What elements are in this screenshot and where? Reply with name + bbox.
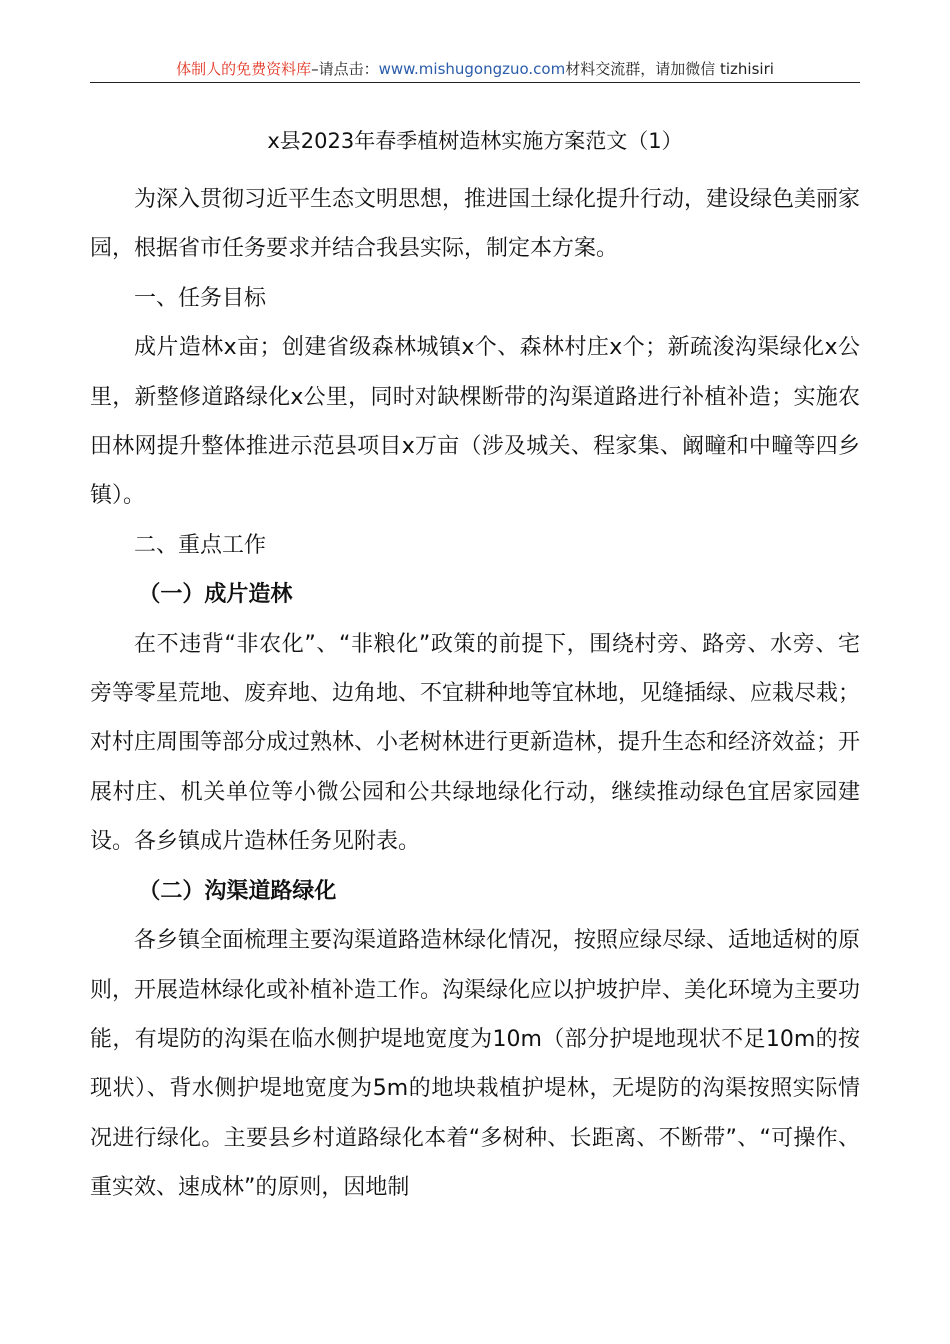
document-body — [90, 175, 860, 1213]
header-link[interactable]: www.mishugongzuo.com — [378, 60, 566, 78]
section-heading-key-work: 二、重点工作 — [134, 532, 267, 558]
intro-paragraph: 为深入贯彻习近平生态文明思想，推进国土绿化提升行动，建设绿色美丽家园，根据省市任务要求并结合我县实际，制定本方案。 — [90, 187, 861, 262]
document-title: x县2023年春季植树造林实施方案范文（1） — [267, 129, 683, 153]
goals-paragraph: 成片造林x亩；创建省级森林城镇x个、森林村庄x个；新疏浚沟渠绿化x公里，新整修道路绿化x公里，同时对缺棵断带的沟渠道路进行补植补造；实施农田林网提升整体推进示范县项目x万亩（涉及城关、程家集、阚疃和中疃等四乡镇）。 — [90, 335, 860, 509]
subsection-heading-canal-road-greening: （二）沟渠道路绿化 — [138, 878, 337, 904]
afforestation-paragraph: 在不违背“非农化”、“非粮化”政策的前提下，围绕村旁、路旁、水旁、宅旁等零星荒地、废弃地、边角地、不宜耕种地等宜林地，见缝插绿、应栽尽栽；对村庄周围等部分成过熟林、小老树林进行更新造林，提升生态和经济效益；开展村庄、机关单位等小微公园和公共绿地绿化行动，继续推动绿色宜居家园建设。各乡镇成片造林任务见附表。 — [90, 631, 861, 855]
header-brand: 体制人的免费资料库 — [176, 60, 312, 78]
subsection-heading-afforestation: （一）成片造林 — [138, 582, 293, 608]
header-prompt: –请点击： — [311, 60, 379, 78]
section-heading-goals: 一、任务目标 — [134, 285, 267, 311]
page-header — [90, 56, 860, 82]
canal-road-paragraph: 各乡镇全面梳理主要沟渠道路造林绿化情况，按照应绿尽绿、适地适树的原则，开展造林绿化或补植补造工作。沟渠绿化应以护坡护岸、美化环境为主要功能，有堤防的沟渠在临水侧护堤地宽度为10m（部分护堤地现状不足10m的按现状）、背水侧护堤地宽度为5m的地块栽植护堤林，无堤防的沟渠按照实际情况进行绿化。主要县乡村道路绿化本着“多树种、长距离、不断带”、“可操作、重实效、速成林”的原则，因地制 — [90, 928, 861, 1201]
header-divider — [90, 82, 860, 83]
header-note: 材料交流群，请加微信 tizhisiri — [565, 60, 774, 78]
